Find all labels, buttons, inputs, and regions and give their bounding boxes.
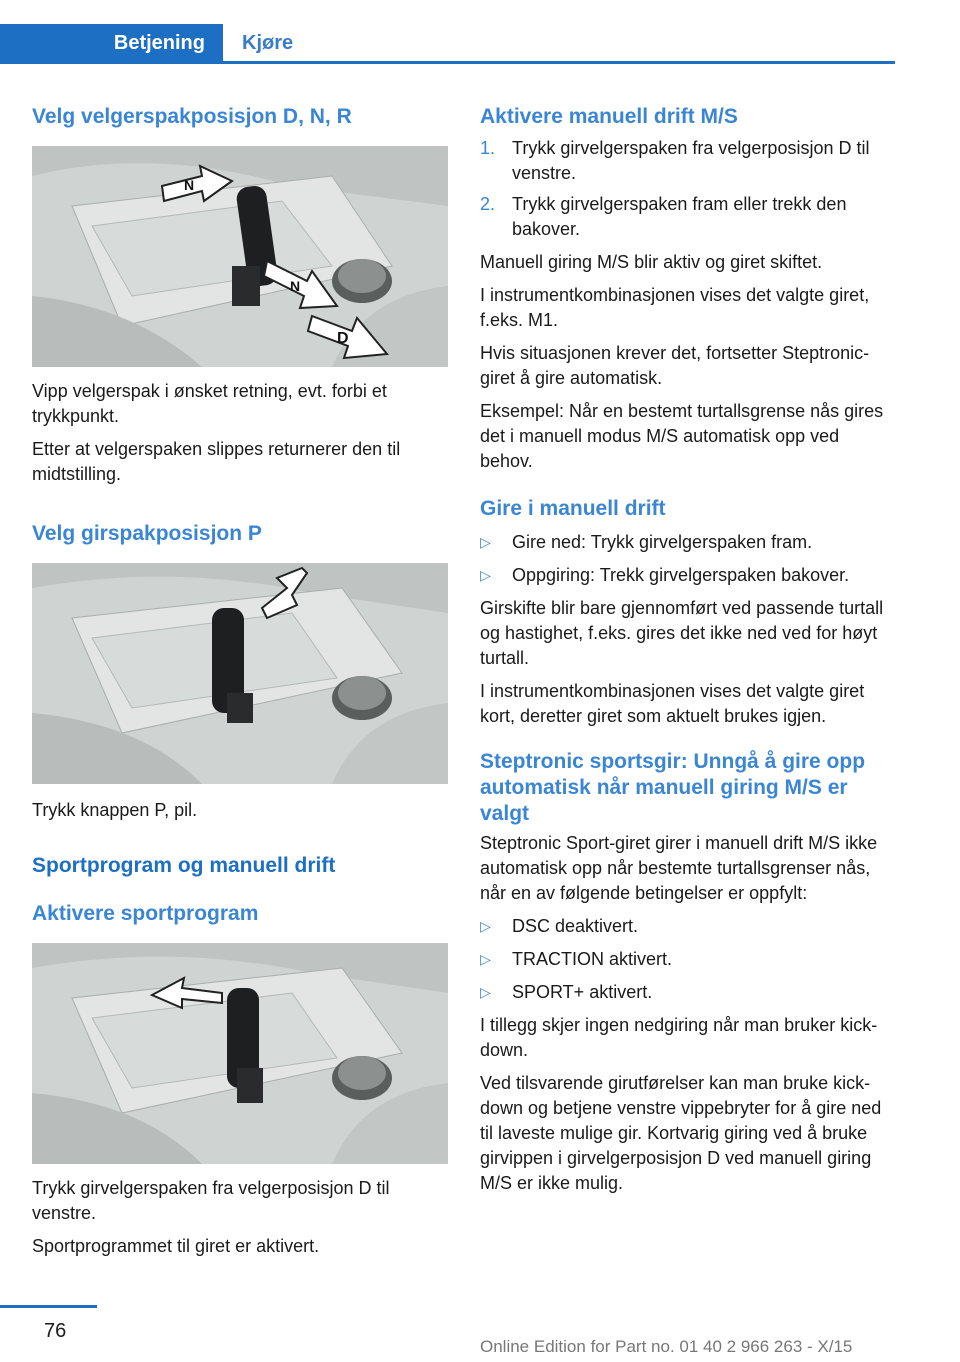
list-item — [480, 914, 896, 939]
list-item — [480, 530, 896, 555]
paragraph: Eksempel: Når en bestemt turtallsgrense nås gires det i manuell modus M/S automatisk opp ved behov. — [480, 401, 884, 471]
triangle-bullet-icon: ▷ — [480, 567, 491, 583]
bullet-text: TRACTION aktivert. — [512, 949, 673, 969]
edition-footer: Online Edition for Part no. 01 40 2 966 263 - X/15 — [480, 1337, 853, 1356]
triangle-bullet-icon: ▷ — [480, 534, 491, 550]
figure-selector-dnr — [32, 146, 448, 367]
bullet-text: SPORT+ aktivert. — [512, 982, 653, 1002]
paragraph: Ved tilsvarende girutførelser kan man bruke kick-down og betjene venstre vippebryter for å gire ned til laveste mulige gir. Kortvarig giring ved å bruke girvippen i girvelgerposisjon D ved manuell giring M/S er ikke mulig. — [480, 1073, 882, 1193]
list-item — [480, 947, 896, 972]
tab-kjore[interactable]: Kjøre — [242, 31, 294, 54]
bullet-text: Gire ned: Trykk girvelgerspaken fram. — [512, 532, 813, 552]
paragraph: Manuell giring M/S blir aktiv og giret skiftet. — [480, 252, 823, 272]
arrow-label-n-down: N — [290, 278, 301, 294]
heading-manual-shifting: Gire i manuell drift — [480, 497, 666, 520]
tab-betjening[interactable]: Betjening — [0, 24, 223, 62]
heading-sport-manual: Sportprogram og manuell drift — [32, 854, 336, 877]
heading-activate-manual: Aktivere manuell drift M/S — [480, 105, 738, 128]
step-text: Trykk girvelgerspaken fra velgerposisjon D til venstre. — [512, 138, 870, 183]
step-text: Trykk girvelgerspaken fram eller trekk den bakover. — [512, 194, 847, 239]
right-column — [480, 100, 896, 1196]
paragraph: I instrumentkombinasjonen vises det valgte giret kort, deretter giret som aktuelt brukes igjen. — [480, 681, 865, 726]
list-item — [480, 980, 896, 1005]
sport-mode-illustration — [32, 943, 448, 1164]
paragraph: Trykk knappen P, pil. — [32, 800, 198, 820]
paragraph: Trykk girvelgerspaken fra velgerposisjon D til venstre. — [32, 1178, 390, 1223]
step-number: 1. — [480, 138, 496, 158]
heading-select-p: Velg girspakposisjon P — [32, 522, 262, 545]
triangle-bullet-icon: ▷ — [480, 951, 491, 967]
heading-steptronic-sport: Steptronic sportsgir: Unngå å gire opp automatisk når manuell giring M/S er valgt — [480, 750, 866, 825]
tab-underline — [0, 61, 895, 64]
bullet-text: Oppgiring: Trekk girvelgerspaken bakover. — [512, 565, 850, 585]
step-number: 2. — [480, 194, 496, 214]
left-column — [32, 100, 448, 1259]
paragraph: Girskifte blir bare gjennomført ved passende turtall og hastighet, f.eks. gires det ikke ned ved for høyt turtall. — [480, 598, 884, 668]
selector-lever-illustration — [32, 146, 448, 367]
chapter-tabs — [0, 0, 895, 64]
numbered-steps — [480, 136, 896, 242]
figure-sport-program — [32, 943, 448, 1164]
arrow-label-n-up: N — [184, 177, 195, 193]
paragraph: I tillegg skjer ingen nedgiring når man bruker kick-down. — [480, 1015, 878, 1060]
paragraph: Hvis situasjonen krever det, fortsetter Steptronic-giret å gire automatisk. — [480, 343, 870, 388]
list-item — [480, 192, 896, 242]
heading-select-dnr: Velg velgerspakposisjon D, N, R — [32, 105, 352, 128]
paragraph: Vipp velgerspak i ønsket retning, evt. forbi et trykkpunkt. — [32, 381, 387, 426]
paragraph: Steptronic Sport-giret girer i manuell drift M/S ikke automatisk opp når bestemte turtallsgrenser nås, når en av følgende betingelser er oppfylt: — [480, 833, 878, 903]
list-item — [480, 563, 896, 588]
triangle-bullet-icon: ▷ — [480, 984, 491, 1000]
bullet-list-shifting — [480, 530, 896, 588]
list-item — [480, 136, 896, 186]
triangle-bullet-icon: ▷ — [480, 918, 491, 934]
page-number-rule — [0, 1305, 97, 1308]
figure-selector-p — [32, 563, 448, 784]
paragraph: Etter at velgerspaken slippes returnerer den til midtstilling. — [32, 439, 401, 484]
paragraph: Sportprogrammet til giret er aktivert. — [32, 1236, 320, 1256]
paragraph: I instrumentkombinasjonen vises det valgte giret, f.eks. M1. — [480, 285, 870, 330]
page-number: 76 — [44, 1320, 67, 1342]
heading-activate-sport: Aktivere sportprogram — [32, 902, 259, 925]
arrow-label-d: D — [337, 330, 349, 347]
bullet-list-conditions — [480, 914, 896, 1005]
park-button-illustration — [32, 563, 448, 784]
bullet-text: DSC deaktivert. — [512, 916, 639, 936]
